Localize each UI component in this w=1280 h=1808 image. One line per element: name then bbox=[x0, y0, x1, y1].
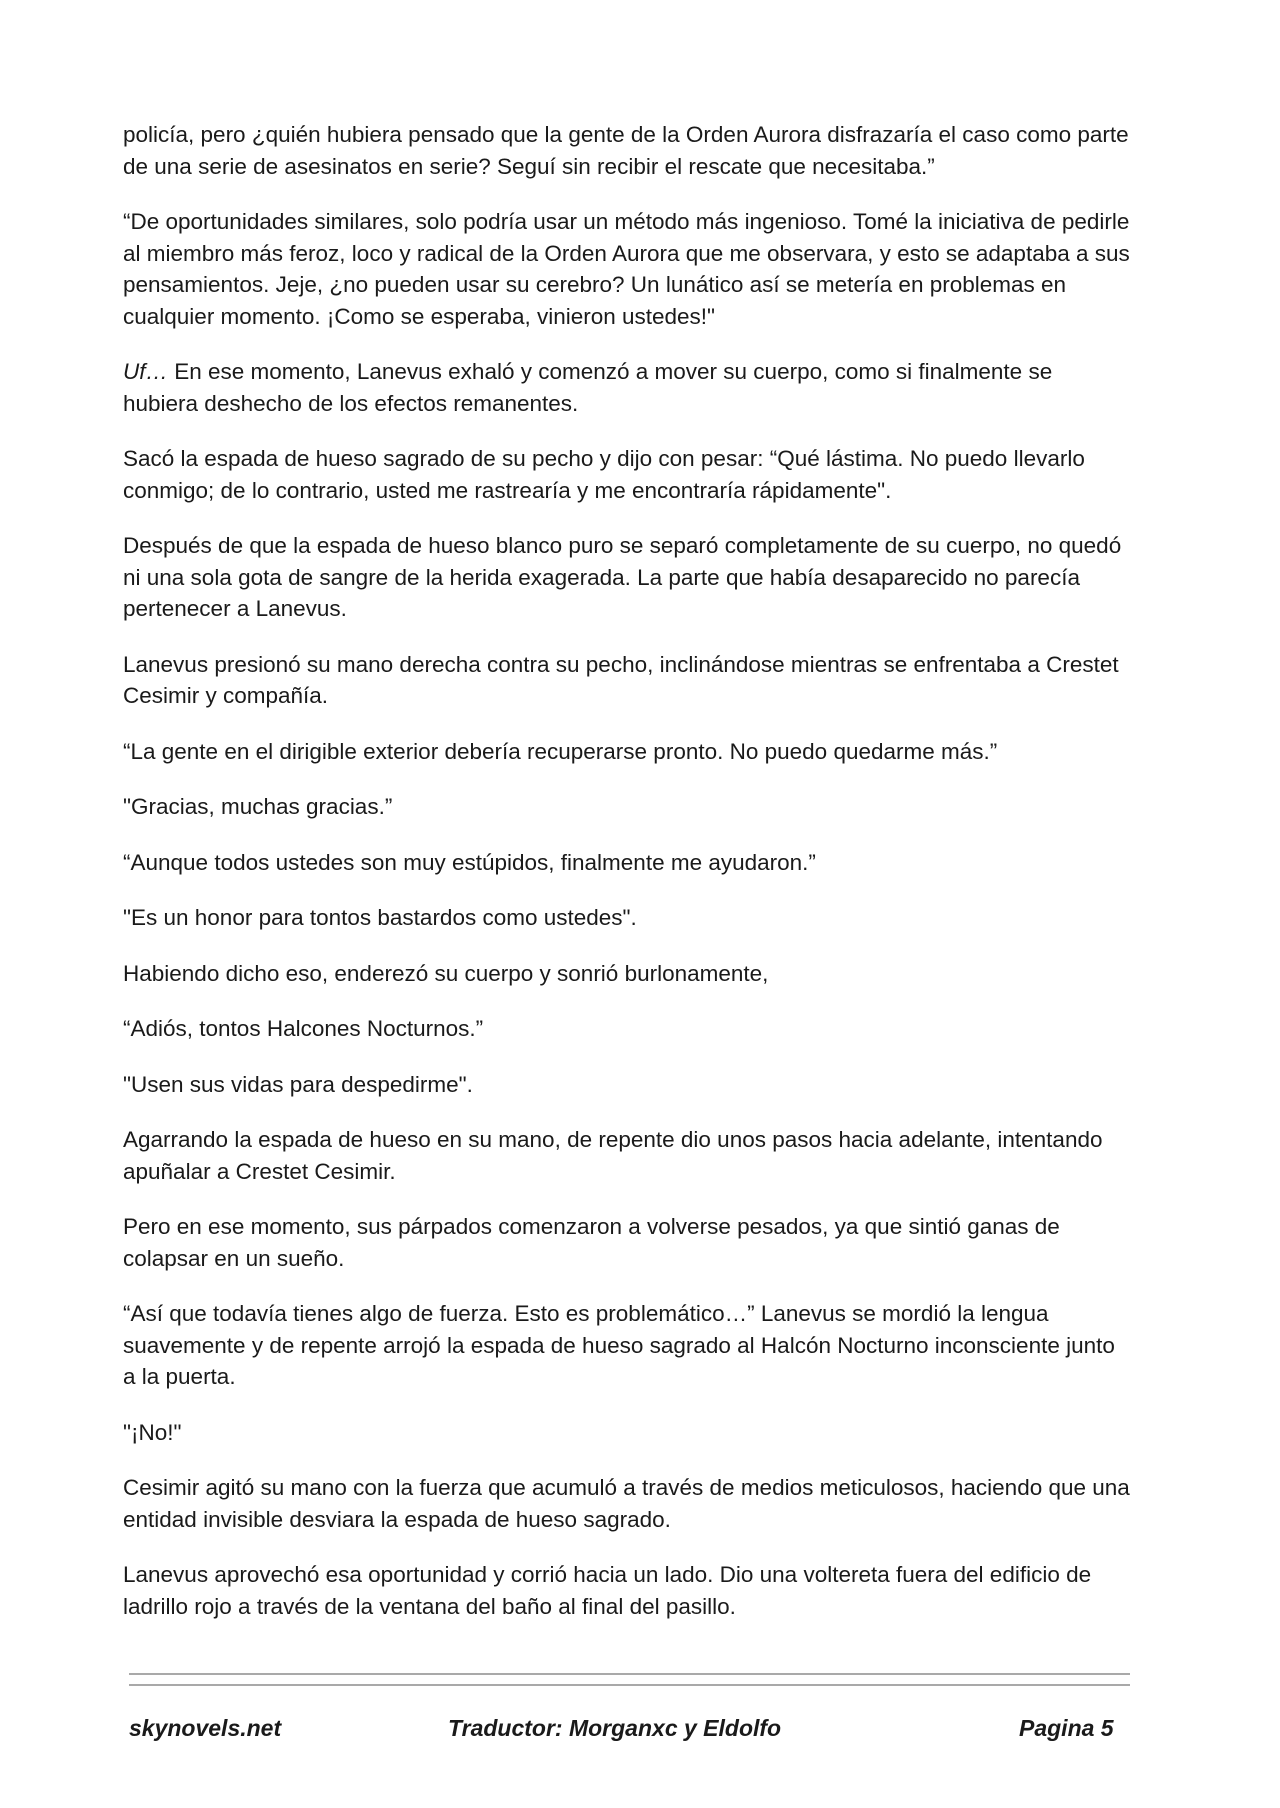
paragraph-3 bbox=[123, 356, 1133, 419]
paragraph-15: Pero en ese momento, sus párpados comenzaron a volverse pesados, ya que sintió ganas de colapsar en un sueño. bbox=[123, 1214, 1060, 1271]
paragraph-3-text: En ese momento, Lanevus exhaló y comenzó a mover su cuerpo, como si finalmente se hubiera deshecho de los efectos remanentes. bbox=[123, 359, 1053, 416]
paragraph-10: "Es un honor para tontos bastardos como ustedes". bbox=[123, 905, 637, 930]
footer-divider-bottom bbox=[129, 1684, 1130, 1686]
paragraph-16: “Así que todavía tienes algo de fuerza. Esto es problemático…” Lanevus se mordió la lengua suavemente y de repente arrojó la espada de hueso sagrado al Halcón Nocturno inconsciente junto a la puerta. bbox=[123, 1301, 1115, 1389]
paragraph-4: Sacó la espada de hueso sagrado de su pecho y dijo con pesar: “Qué lástima. No puedo llevarlo conmigo; de lo contrario, usted me rastrearía y me encontraría rápidamente". bbox=[123, 446, 1085, 503]
paragraph-11: Habiendo dicho eso, enderezó su cuerpo y sonrió burlonamente, bbox=[123, 960, 769, 986]
footer-divider-top bbox=[129, 1673, 1130, 1675]
page-body bbox=[123, 119, 1133, 1646]
paragraph-9: “Aunque todos ustedes son muy estúpidos, finalmente me ayudaron.” bbox=[123, 849, 816, 875]
paragraph-6: Lanevus presionó su mano derecha contra su pecho, inclinándose mientras se enfrentaba a Crestet Cesimir y compañía. bbox=[123, 651, 1119, 708]
paragraph-2: “De oportunidades similares, solo podría usar un método más ingenioso. Tomé la iniciativa de pedirle al miembro más feroz, loco y radical de la Orden Aurora que me observara, y esto se adaptaba a sus pensamientos. Jeje, ¿no pueden usar su cerebro? Un lunático así se metería en problemas en cualquier momento. ¡Como se esperaba, vinieron ustedes!" bbox=[123, 209, 1130, 329]
paragraph-8: "Gracias, muchas gracias.” bbox=[123, 794, 393, 819]
paragraph-13: "Usen sus vidas para despedirme". bbox=[123, 1071, 473, 1097]
paragraph-18: Cesimir agitó su mano con la fuerza que acumuló a través de medios meticulosos, haciendo que una entidad invisible desviara la espada de hueso sagrado. bbox=[123, 1475, 1130, 1532]
footer-site-name: skynovels.net bbox=[129, 1715, 282, 1741]
paragraph-5: Después de que la espada de hueso blanco puro se separó completamente de su cuerpo, no quedó ni una sola gota de sangre de la herida exagerada. La parte que había desaparecido no parecía pertenecer a Lanevus. bbox=[123, 533, 1122, 621]
paragraph-17: "¡No!" bbox=[123, 1419, 182, 1445]
footer-page-number: Pagina 5 bbox=[1019, 1715, 1114, 1741]
paragraph-1: policía, pero ¿quién hubiera pensado que la gente de la Orden Aurora disfrazaría el caso como parte de una serie de asesinatos en serie? Seguí sin recibir el rescate que necesitaba.” bbox=[123, 122, 1129, 179]
paragraph-19: Lanevus aprovechó esa oportunidad y corrió hacia un lado. Dio una voltereta fuera del edificio de ladrillo rojo a través de la ventana del baño al final del pasillo. bbox=[123, 1562, 1092, 1619]
paragraph-3-italic: Uf… bbox=[123, 359, 168, 384]
paragraph-12: “Adiós, tontos Halcones Nocturnos.” bbox=[123, 1016, 484, 1041]
paragraph-7: “La gente en el dirigible exterior debería recuperarse pronto. No puedo quedarme más.” bbox=[123, 738, 998, 764]
footer-translator-credit: Traductor: Morganxc y Eldolfo bbox=[448, 1715, 782, 1741]
paragraph-14: Agarrando la espada de hueso en su mano, de repente dio unos pasos hacia adelante, intentando apuñalar a Crestet Cesimir. bbox=[123, 1127, 1103, 1184]
